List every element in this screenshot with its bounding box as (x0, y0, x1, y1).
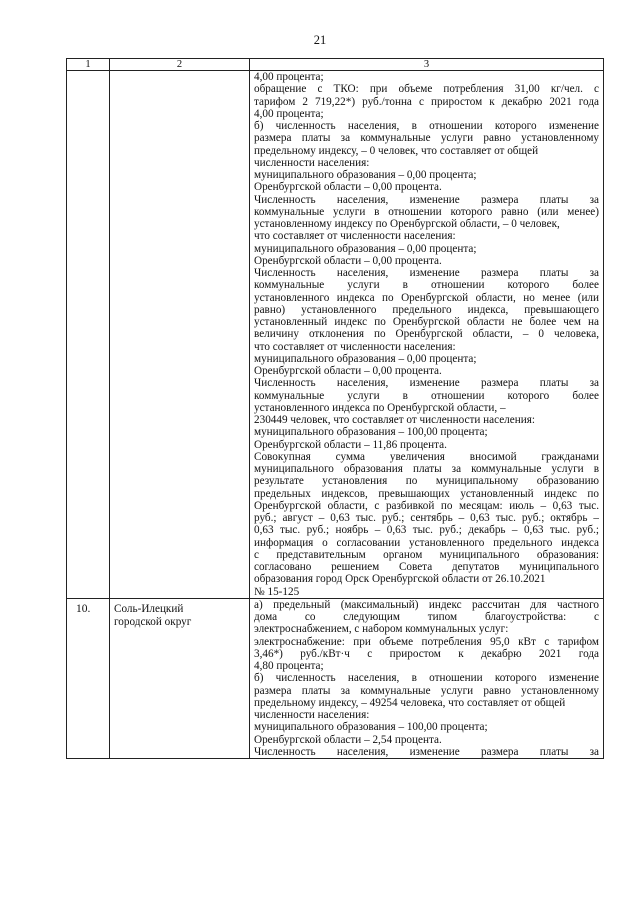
text-line: результате установления по муниципальному образованию (254, 475, 599, 488)
municipality-cell (110, 598, 250, 758)
text-line: Оренбургской области, с разбивкой по месяцам: июль – 0,63 тыс. (254, 499, 599, 512)
text-line: Численность населения, изменение размера платы за (254, 377, 599, 390)
text-line: предельному индексу, – 49254 человека, что составляет от общей (254, 696, 566, 709)
description-cell (250, 598, 604, 758)
municipality-name (110, 599, 249, 629)
text-line: размера платы за коммунальные услуги равно установленному (254, 132, 599, 145)
text-line: установленный индекс по Оренбургской области не более чем на (254, 316, 599, 328)
header-cell-1: 1 (67, 59, 110, 71)
text-line: 0,63 тыс. руб.; ноябрь – 0,63 тыс. руб.; декабрь – 0,63 тыс. руб.; (254, 524, 599, 537)
continuation-text (250, 71, 603, 598)
text-line: муниципального образования – 100,00 процента; (254, 426, 488, 439)
text-line: согласовано решением Совета депутатов муниципального (254, 561, 599, 573)
text-line: Совокупная сумма увеличения вносимой гражданами (254, 450, 599, 463)
text-line: Оренбургской области – 2,54 процента. (254, 733, 442, 746)
text-line: № 15-125 (254, 585, 300, 598)
text-line: 3,46*) руб./кВт·ч с приростом к декабрю 2021 года (254, 647, 599, 660)
text-line: 4,00 процента; (254, 107, 324, 120)
text-line: предельному индексу, – 0 человек, что составляет от общей (254, 144, 539, 157)
text-line: информация о согласовании установленного предельного индекса (254, 536, 599, 549)
municipality-name-line: Соль-Илецкий (114, 602, 184, 615)
text-line: б) численность населения, в отношении которого изменение (254, 672, 599, 685)
description-cell (250, 71, 604, 599)
row-10-text (250, 599, 603, 758)
text-line: Оренбургской области – 0,00 процента. (254, 365, 442, 377)
text-line: а) предельный (максимальный) индекс рассчитан для частного (254, 598, 599, 611)
text-line: тарифом 2 719,22*) руб./тонна с приростом к декабрю 2021 года (254, 95, 599, 108)
text-line: величину отклонения по Оренбургской области, – 0 человека, (254, 328, 599, 341)
text-line: коммунальные услуги в отношении которого более (254, 389, 599, 402)
text-line: Оренбургской области – 0,00 процента. (254, 181, 442, 194)
text-line: электроснабжение: при объеме потребления 95,0 кВт с тарифом (254, 635, 599, 648)
row-number-cell (67, 598, 110, 758)
text-line: муниципального образования – 100,00 процента; (254, 721, 488, 734)
text-line: Оренбургской области – 11,86 процента. (254, 438, 447, 451)
table-row-10 (67, 598, 604, 758)
text-line: установленному индексу по Оренбургской области, – 0 человек, (254, 218, 560, 230)
row-number: 10. (76, 602, 91, 615)
text-line: муниципального образования – 0,00 процента; (254, 169, 477, 181)
text-line: обращение с ТКО: при объеме потребления 31,00 кг/чел. с (254, 83, 599, 96)
municipality-cell (110, 71, 250, 599)
text-line: размера платы за коммунальные услуги равно установленному (254, 684, 599, 697)
table-row-continuation (67, 71, 604, 599)
text-line: руб.; август – 0,63 тыс. руб.; сентябрь – 0,63 тыс. руб.; октябрь – (254, 512, 599, 524)
table-header-row (67, 59, 604, 71)
text-line: численности населения: (254, 709, 370, 721)
text-line: 230449 человек, что составляет от численности населения: (254, 414, 535, 426)
text-line: Численность населения, изменение размера платы за (254, 267, 599, 279)
text-line: дома со следующим типом благоустройства: с (254, 611, 599, 623)
text-line: что составляет от численности населения: (254, 230, 456, 243)
text-line: коммунальные услуги в отношении которого более (254, 279, 599, 292)
text-line: коммунальные услуги в отношении которого равно (или менее) (254, 205, 599, 218)
text-line: установленного индекса по Оренбургской области, но менее (или (254, 291, 599, 304)
text-line: муниципального образования – 0,00 процента; (254, 242, 477, 255)
text-line: что составляет от численности населения: (254, 340, 456, 353)
text-line: предельных индексов, превышающих установленный индекс по (254, 487, 599, 500)
text-line: Численность населения, изменение размера платы за (254, 745, 599, 758)
text-line: Оренбургской области – 0,00 процента. (254, 254, 442, 267)
text-line: установленного индекса по Оренбургской области, – (254, 401, 506, 414)
text-line: 4,00 процента; (254, 71, 324, 83)
text-line: муниципального образования – 0,00 процента; (254, 352, 477, 365)
text-line: образования город Орск Оренбургской области от 26.10.2021 (254, 573, 546, 586)
row-number-cell (67, 71, 110, 599)
municipality-name-line: городской округ (114, 615, 192, 628)
text-line: Численность населения, изменение размера платы за (254, 193, 599, 206)
text-line: муниципального образования платы за коммунальные услуги в (254, 463, 599, 475)
page-number: 21 (313, 33, 327, 47)
text-line: электроснабжением, с набором коммунальных услуг: (254, 623, 509, 636)
indices-table (66, 58, 604, 759)
text-line: численности населения: (254, 156, 370, 169)
text-line: б) численность населения, в отношении которого изменение (254, 120, 599, 132)
text-line: равно) установленного предельного индекса, превышающего (254, 303, 599, 316)
text-line: 4,80 процента; (254, 660, 324, 672)
text-line: с представительным органом муниципального образования: (254, 548, 599, 561)
header-cell-2: 2 (110, 59, 250, 71)
header-cell-3: 3 (250, 59, 604, 71)
